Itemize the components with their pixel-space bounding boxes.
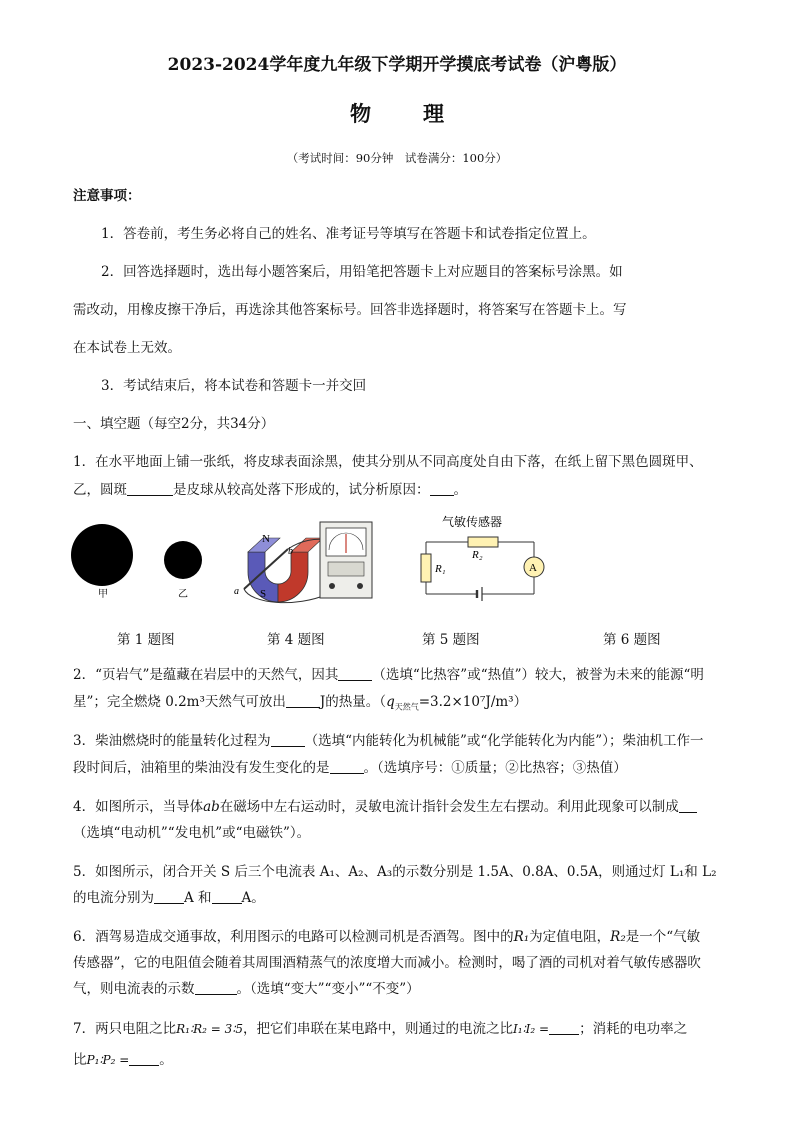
question-1-line-2 xyxy=(73,480,467,500)
q6-symbol-r2: R₂ xyxy=(610,929,626,945)
q3-blank-1[interactable] xyxy=(271,732,305,747)
exam-info: （考试时间：90分钟 试卷满分：100分） xyxy=(286,151,508,165)
q2-text-a: 2．“页岩气”是蕴藏在岩层中的天然气，因其 xyxy=(73,667,339,683)
q7-text-d: 比 xyxy=(73,1052,87,1068)
question-6-line-2: 传感器”，它的电阻值会随着其周围酒精蒸气的浓度增大而减小。检测时，喝了酒的司机对着气敏传感器吹 xyxy=(73,955,701,971)
q7-ratio-i: I₁∶I₂ = xyxy=(512,1022,550,1036)
q6-blank-1[interactable] xyxy=(195,980,237,995)
q6-text-b: 为定值电阻， xyxy=(529,929,611,945)
figure-4 xyxy=(234,522,372,603)
q5-text-b: A 和 xyxy=(184,890,212,906)
figure-1 xyxy=(71,524,202,600)
q7-text-e: 。 xyxy=(159,1052,173,1068)
q7-text-b: ，把它们串联在某电路中，则通过的电流之比 xyxy=(242,1021,513,1037)
q2-blank-1[interactable] xyxy=(338,666,372,681)
section-heading: 一、填空题（每空2分，共34分） xyxy=(73,416,275,432)
q1-blank-2[interactable] xyxy=(430,481,454,496)
terminal-right xyxy=(357,583,363,589)
q2-text-b: （选填“比热容”或“热值”）较大，被誉为未来的能源“明 xyxy=(372,667,704,683)
q2-text-e: =3.2×10⁷J/m³） xyxy=(418,694,528,710)
q4-text-a: 4．如图所示，当导体 xyxy=(73,799,204,815)
label-r1: R₁ xyxy=(435,563,446,575)
q3-text-b: （选填“内能转化为机械能”或“化学能转化为内能”）；柴油机工作一 xyxy=(304,733,704,749)
q3-text-c: 段时间后，油箱里的柴油没有发生变化的是 xyxy=(73,760,330,776)
question-4-line-1 xyxy=(73,797,697,817)
spot-jia xyxy=(71,524,133,586)
question-2-line-2 xyxy=(73,692,527,718)
q2-blank-2[interactable] xyxy=(286,693,320,708)
label-yi: 乙 xyxy=(178,589,188,600)
notice-heading: 注意事项： xyxy=(73,188,141,204)
q4-text-b: 在磁场中左右运动时，灵敏电流计指针会发生左右摆动。利用此现象可以制成 xyxy=(219,799,679,815)
label-r2: R₂ xyxy=(472,549,483,561)
question-3-line-2 xyxy=(73,758,627,778)
q6-text-c: 是一个“气敏 xyxy=(625,929,701,945)
question-7-line-2 xyxy=(73,1050,173,1070)
q7-ratio-p: P₁∶P₂ = xyxy=(86,1053,130,1067)
spot-yi xyxy=(164,541,202,579)
caption-fig5: 第 5 题图 xyxy=(422,632,480,648)
label-b: b xyxy=(288,546,293,557)
question-2-line-1 xyxy=(73,665,704,685)
notice-item-1: 1．答卷前，考生务必将自己的姓名、准考证号等填写在答题卡和试卷指定位置上。 xyxy=(101,226,596,242)
q5-blank-1[interactable] xyxy=(154,889,184,904)
resistor-r1 xyxy=(421,554,431,582)
label-jia: 甲 xyxy=(98,589,108,600)
figure-6 xyxy=(421,514,544,601)
q3-text-a: 3．柴油燃烧时的能量转化过程为 xyxy=(73,733,271,749)
q7-text-a: 7．两只电阻之比 xyxy=(73,1021,177,1037)
q6-text-e: 。（选填“变大”“变小”“不变”） xyxy=(236,981,420,997)
q3-text-d: 。（选填序号：①质量；②比热容；③热值） xyxy=(363,760,627,776)
label-ammeter: A xyxy=(529,562,537,574)
caption-fig4: 第 4 题图 xyxy=(267,632,325,648)
magnet-red-arm xyxy=(278,552,308,602)
figures-row xyxy=(66,512,736,624)
question-4-line-2: （选填“电动机”“发电机”或“电磁铁”）。 xyxy=(73,825,311,841)
notice-item-2-line-3: 在本试卷上无效。 xyxy=(73,340,181,356)
caption-fig1: 第 1 题图 xyxy=(117,632,175,648)
question-1-line-1: 1．在水平地面上铺一张纸，将皮球表面涂黑，使其分别从不同高度处自由下落，在纸上留下黑色圆斑甲、 xyxy=(73,454,703,470)
q6-text-d: 气，则电流表的示数 xyxy=(73,981,195,997)
q2-symbol-q: q xyxy=(386,694,395,710)
q3-blank-2[interactable] xyxy=(330,759,364,774)
sensor-label: 气敏传感器 xyxy=(442,515,503,529)
notice-item-3: 3．考试结束后，将本试卷和答题卡一并交回 xyxy=(101,378,367,394)
q5-text-a: 的电流分别为 xyxy=(73,890,154,906)
question-7-line-1 xyxy=(73,1019,687,1039)
question-3-line-1 xyxy=(73,731,703,751)
q4-blank-1[interactable] xyxy=(679,798,697,813)
q7-blank-2[interactable] xyxy=(129,1051,159,1066)
q2-text-c: 星”；完全燃烧 0.2m³天然气可放出 xyxy=(73,694,286,710)
q1-text-a: 乙，圆斑 xyxy=(73,482,127,498)
q4-symbol-ab: ab xyxy=(203,799,220,815)
q7-blank-1[interactable] xyxy=(549,1020,579,1035)
q6-symbol-r1: R₁ xyxy=(513,929,530,945)
q7-text-c: ；消耗的电功率之 xyxy=(579,1021,688,1037)
question-5-line-1: 5．如图所示，闭合开关 S 后三个电流表 A₁、A₂、A₃的示数分别是 1.5A、0.8A、0.5A，则通过灯 L₁和 L₂ xyxy=(73,864,717,880)
subject-title: 物理 xyxy=(350,101,496,126)
question-5-line-2 xyxy=(73,888,265,908)
q2-text-d: J的热量。（ xyxy=(319,694,387,710)
label-s: S xyxy=(260,588,267,600)
terminal-left xyxy=(329,583,335,589)
q6-text-a: 6．酒驾易造成交通事故，利用图示的电路可以检测司机是否酒驾。图中的 xyxy=(73,929,514,945)
q1-blank-1[interactable] xyxy=(127,481,173,496)
q1-text-c: 。 xyxy=(453,482,467,498)
resistor-r2 xyxy=(468,537,498,547)
question-6-line-1 xyxy=(73,927,700,947)
q1-text-b: 是皮球从较高处落下形成的，试分析原因： xyxy=(173,482,430,498)
q2-subscript: 天然气 xyxy=(394,702,419,712)
q5-blank-2[interactable] xyxy=(212,889,242,904)
caption-fig6: 第 6 题图 xyxy=(603,632,661,648)
label-a: a xyxy=(234,586,239,597)
label-n: N xyxy=(262,533,270,545)
galvanometer-panel xyxy=(328,562,364,576)
q5-text-c: A。 xyxy=(241,890,265,906)
q7-ratio-r: R₁∶R₂ = 3∶5 xyxy=(176,1022,243,1036)
notice-item-2-line-1: 2．回答选择题时，选出每小题答案后，用铅笔把答题卡上对应题目的答案标号涂黑。如 xyxy=(101,264,623,280)
notice-item-2-line-2: 需改动，用橡皮擦干净后，再选涂其他答案标号。回答非选择题时，将答案写在答题卡上。写 xyxy=(73,302,627,318)
exam-title: 2023-2024学年度九年级下学期开学摸底考试卷（沪粤版） xyxy=(167,55,627,75)
question-6-line-3 xyxy=(73,979,420,999)
